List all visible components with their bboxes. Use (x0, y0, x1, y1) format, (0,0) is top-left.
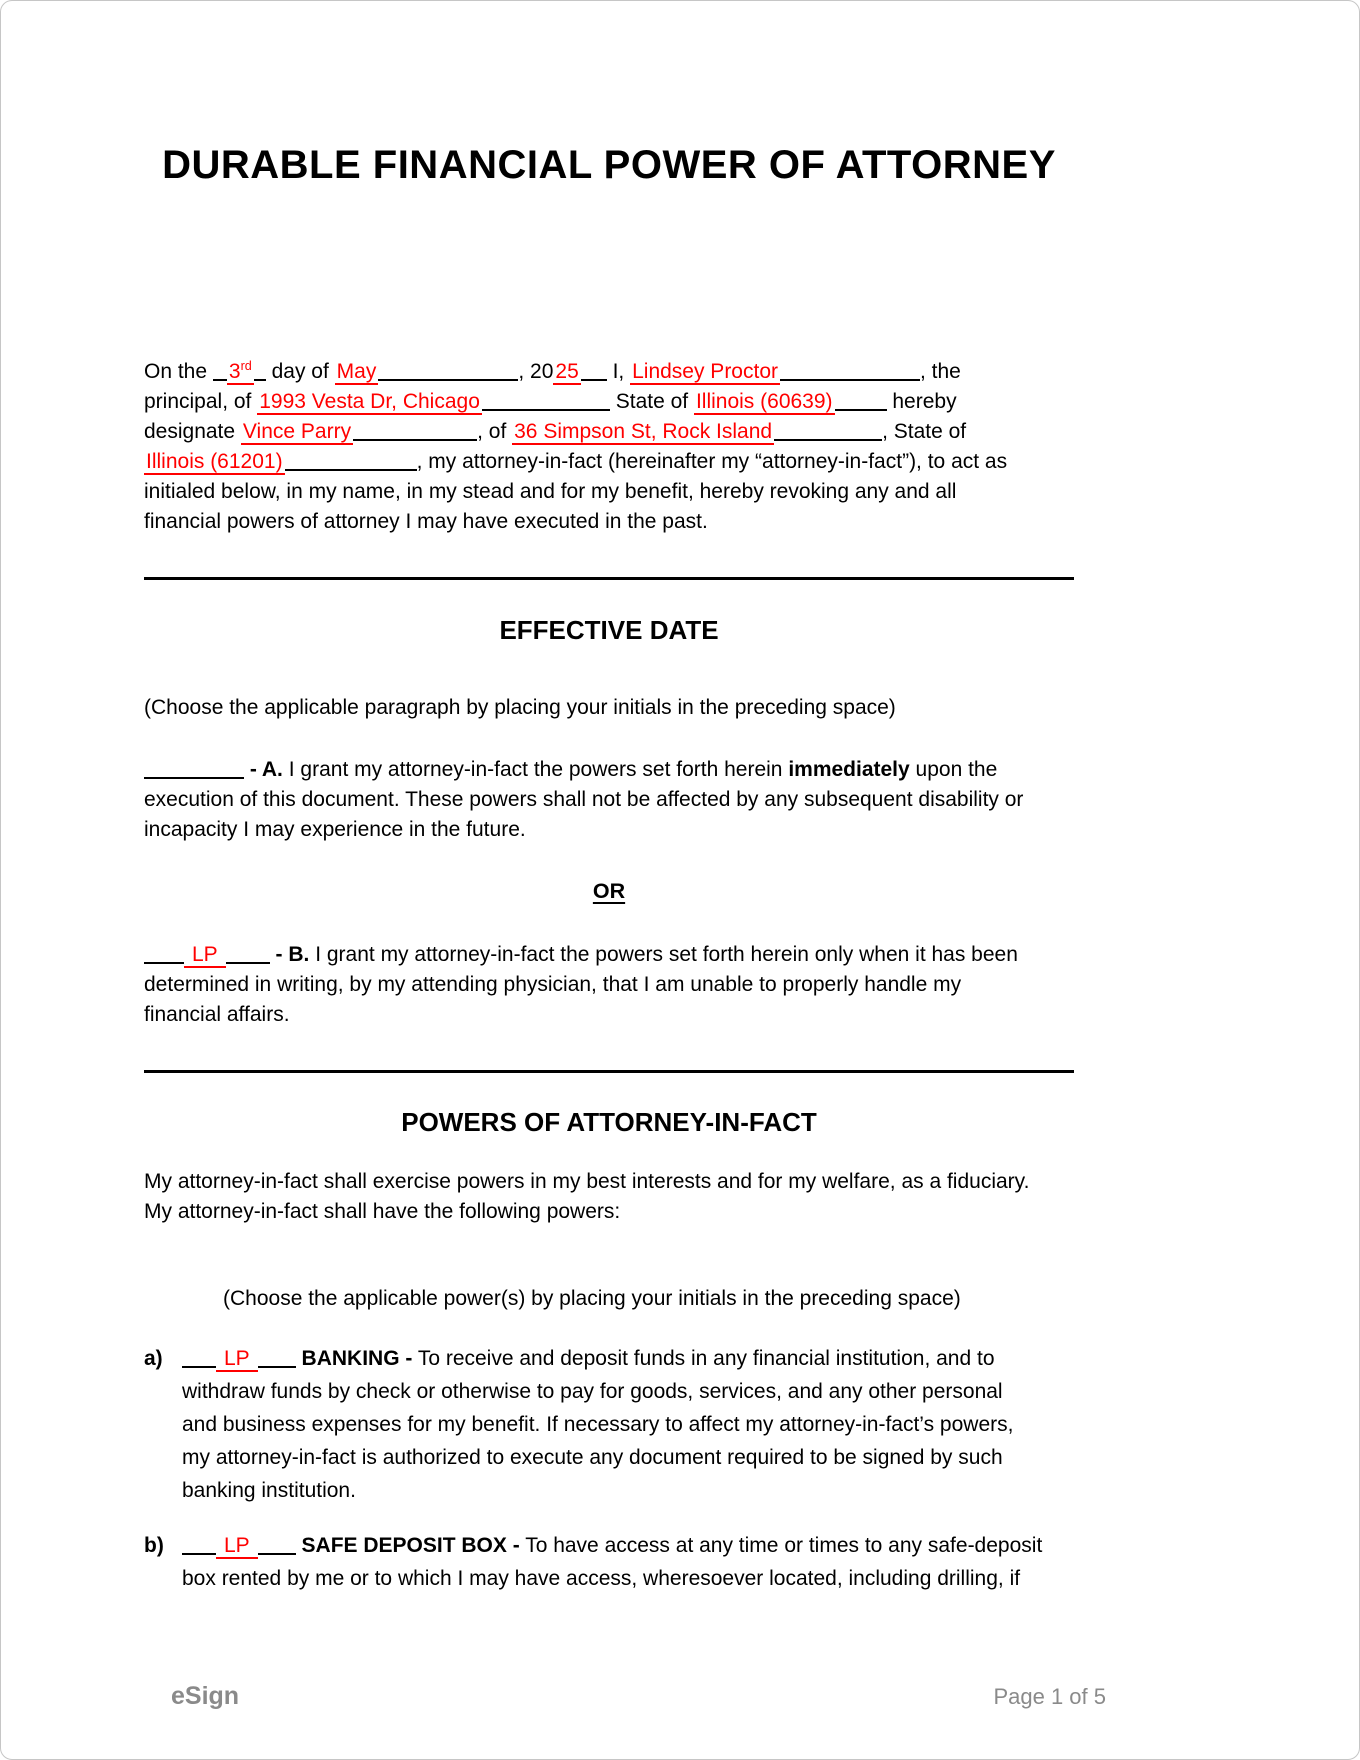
blank-underline[interactable] (835, 407, 887, 411)
text-run: - B. (275, 943, 310, 966)
text-run: I grant my attorney-in-fact the powers set forth herein only when it has been (309, 943, 1018, 966)
text-run: To have access at any time or times to any safe-deposit (519, 1534, 1043, 1557)
text-run: initialed below, in my name, in my stead and for my benefit, hereby revoking any and all (144, 480, 957, 503)
text-run: determined in writing, by my attending physician, that I am unable to properly handle my (144, 973, 962, 996)
filled-field-text[interactable]: Lindsey Proctor (632, 360, 778, 383)
power-item-banking-text (182, 1342, 1074, 1507)
text-run: My attorney-in-fact shall have the following powers: (144, 1200, 621, 1223)
power-item-safe-deposit-box (144, 1529, 1074, 1595)
text-run: To receive and deposit funds in any financial institution, and to (412, 1347, 995, 1370)
or-separator (144, 879, 1074, 904)
blank-underline[interactable] (213, 377, 227, 381)
text-run: execution of this document. These powers shall not be affected by any subsequent disability or (144, 788, 1024, 811)
page-indicator: Page 1 of 5 (993, 1684, 1106, 1709)
filled-field-text[interactable]: May (336, 360, 377, 383)
effective-date-instruction: (Choose the applicable paragraph by placing your initials in the preceding space) (144, 696, 896, 719)
text-run: I, (606, 360, 631, 383)
text-run: BANKING - (301, 1347, 413, 1370)
text-run: financial powers of attorney I may have executed in the past. (144, 510, 708, 533)
filled-field-text[interactable]: 36 Simpson St, Rock Island (514, 420, 773, 443)
text-run: upon the (909, 758, 998, 781)
text-run: hereby (886, 390, 957, 413)
text-run: principal, of (144, 390, 258, 413)
item-label-a: a) (144, 1347, 163, 1370)
blank-underline[interactable] (254, 377, 266, 381)
blank-underline[interactable] (182, 1551, 216, 1555)
filled-field-text[interactable]: LP (216, 1347, 258, 1372)
text-run: , State of (882, 420, 967, 443)
blank-underline[interactable] (182, 1364, 216, 1368)
text-run: banking institution. (182, 1479, 356, 1502)
blank-underline[interactable] (226, 960, 270, 964)
powers-heading: POWERS OF ATTORNEY-IN-FACT (401, 1107, 817, 1137)
blank-underline[interactable] (258, 1364, 296, 1368)
text-run: immediately (788, 758, 910, 781)
text-run: and business expenses for my benefit. If necessary to affect my attorney-in-fact’s powers, (182, 1413, 1014, 1436)
text-run: My attorney-in-fact shall exercise powers in my best interests and for my welfare, as a fiduciary. (144, 1170, 1030, 1193)
opening-paragraph (144, 351, 1074, 537)
blank-underline[interactable] (780, 377, 920, 381)
section-divider (144, 1070, 1074, 1073)
effective-date-heading: EFFECTIVE DATE (499, 615, 719, 645)
blank-underline[interactable] (581, 377, 607, 381)
filled-field-text[interactable]: LP (184, 943, 226, 968)
blank-underline[interactable] (378, 377, 518, 381)
text-run: - A. (249, 758, 283, 781)
power-item-safe-deposit-box-text (182, 1529, 1074, 1595)
text-run: , the (920, 360, 961, 383)
filled-field-text[interactable]: 3rd (228, 359, 252, 383)
blank-underline[interactable] (144, 960, 184, 964)
text-run: incapacity I may experience in the future. (144, 818, 526, 841)
blank-underline[interactable] (258, 1551, 296, 1555)
blank-underline[interactable] (285, 467, 417, 471)
powers-instruction: (Choose the applicable power(s) by placing your initials in the preceding space) (223, 1287, 961, 1310)
or-label: OR (592, 879, 626, 903)
filled-field-text[interactable]: Vince Parry (242, 420, 352, 443)
document-content (144, 141, 1074, 1595)
blank-underline[interactable] (482, 407, 610, 411)
powers-intro-paragraph (144, 1167, 1074, 1227)
power-item-banking (144, 1342, 1074, 1507)
section-divider (144, 577, 1074, 580)
text-run: designate (144, 420, 241, 443)
filled-field-text[interactable]: LP (216, 1534, 258, 1559)
filled-field-text[interactable]: 1993 Vesta Dr, Chicago (259, 390, 480, 413)
text-run: SAFE DEPOSIT BOX - (301, 1534, 520, 1557)
text-run: , my attorney-in-fact (hereinafter my “attorney-in-fact”), to act as (416, 450, 1008, 473)
blank-underline[interactable] (353, 437, 477, 441)
filled-field-text[interactable]: Illinois (60639) (695, 390, 833, 413)
filled-field-text[interactable]: 25 (555, 360, 579, 383)
text-run: , of (477, 420, 513, 443)
text-run: On the (144, 360, 213, 383)
text-run: , 20 (518, 360, 554, 383)
text-run: I grant my attorney-in-fact the powers set forth herein (282, 758, 789, 781)
text-run: my attorney-in-fact is authorized to execute any document required to be signed by such (182, 1446, 1003, 1469)
text-run: box rented by me or to which I may have access, wheresoever located, including drilling, if (182, 1567, 1021, 1590)
option-a-paragraph (144, 755, 1074, 845)
text-run: withdraw funds by check or otherwise to pay for goods, services, and any other personal (182, 1380, 1003, 1403)
text-run: financial affairs. (144, 1003, 290, 1026)
filled-field-text[interactable]: Illinois (61201) (146, 450, 283, 473)
option-b-paragraph (144, 940, 1074, 1030)
blank-underline[interactable] (774, 437, 882, 441)
page-footer (171, 1682, 1106, 1711)
text-run: State of (609, 390, 694, 413)
document-title: DURABLE FINANCIAL POWER OF ATTORNEY (162, 143, 1056, 187)
text-run: day of (265, 360, 335, 383)
item-label-b: b) (144, 1534, 164, 1557)
blank-underline[interactable] (144, 775, 244, 779)
esign-logo: eSign (171, 1682, 240, 1710)
